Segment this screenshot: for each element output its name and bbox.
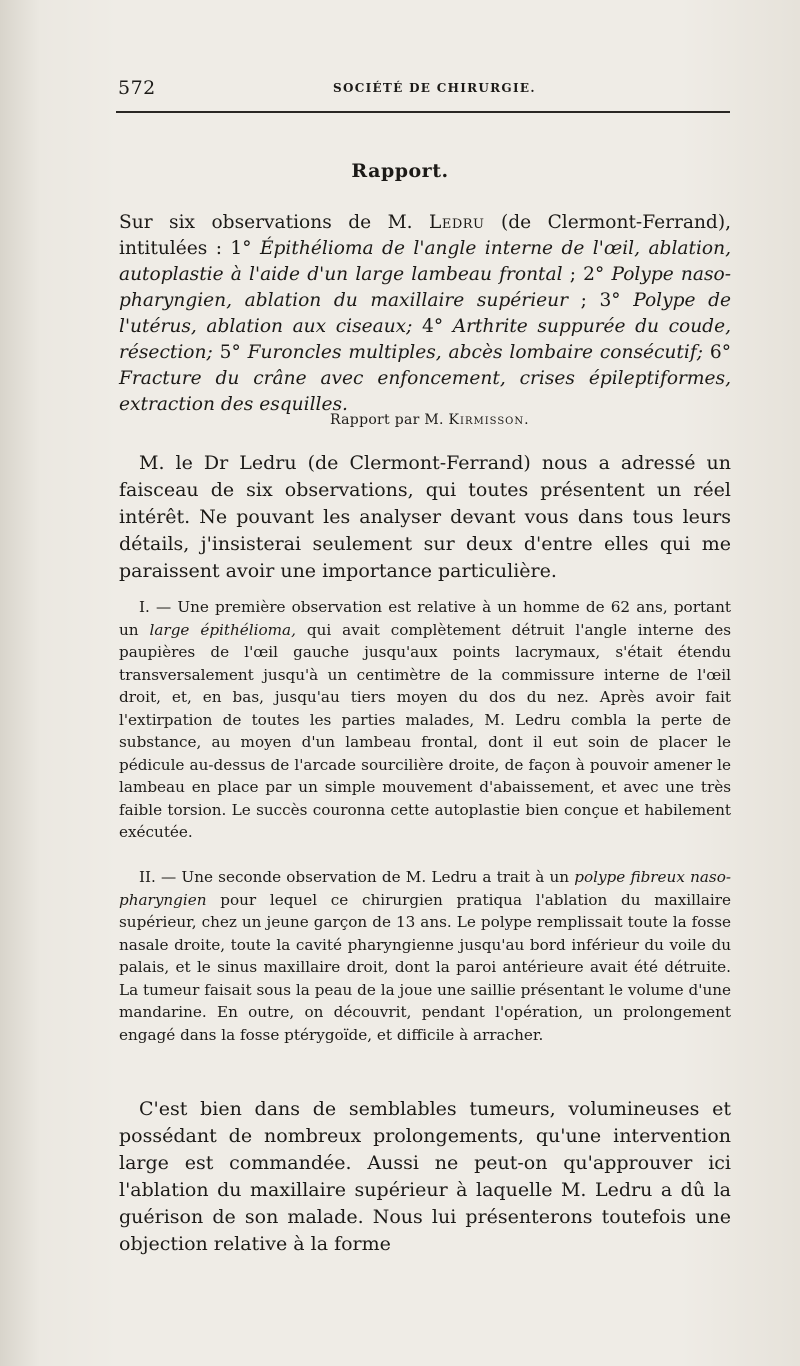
byline-name: Kirmisson. — [448, 412, 530, 428]
case-title: Polype de l'utérus, ablation aux ciseaux; — [119, 290, 731, 337]
intro-text: 4° — [412, 316, 453, 337]
header-rule — [116, 111, 730, 113]
paragraph-text-start: II. — Une seconde observation de M. Ledru a trait à un — [139, 868, 575, 886]
case-title: Furoncles multiples, abcès lombaire consécutif; — [247, 342, 703, 363]
section-title: Rapport. — [351, 160, 449, 182]
paragraph-text-end: pour lequel ce chirurgien pratiqua l'ablation du maxillaire supérieur, chez un jeune garçon de 13 ans. Le polype remplissait toute la fosse nasale droite, toute la cavité pharyngienne jusqu'au bord inférieur du voile du palais, et le sinus maxillaire droit, dont la paroi antérieure avait été détruite. La tumeur faisait sous la peau de la joue une saillie présentant le volume d'une mandarine. En outre, on découvrit, pendant l'opération, un prolongement engagé dans la fosse ptérygoïde, et difficile à arracher. — [119, 890, 731, 1044]
paragraph-text: C'est bien dans de semblables tumeurs, volumineuses et possédant de nombreux prolongements, qu'une intervention large est commandée. Aussi ne peut-on qu'approuver ici l'ablation du maxillaire supérieur à laquelle M. Ledru a dû la guérison de son malade. Nous lui présenterons toutefois une objection relative à la forme — [119, 1098, 731, 1255]
paragraph-text: M. le Dr Ledru (de Clermont-Ferrand) nous a adressé un faisceau de six observations, qui toutes présentent un réel intérêt. Ne pouvant les analyser devant vous dans tous leurs détails, j'insisterai seulement sur deux d'entre elles qui me paraissent avoir une importance particulière. — [119, 452, 731, 582]
case-title: Polype naso-pharyngien, ablation du maxillaire supérieur — [119, 264, 731, 311]
page-header — [118, 77, 730, 99]
byline — [330, 412, 530, 428]
intro-text: ; 3° — [568, 290, 634, 311]
intro-text: 6° — [702, 342, 731, 363]
paragraph-2 — [119, 596, 731, 844]
author-name: Ledru — [428, 212, 485, 233]
paragraph-text — [119, 596, 731, 844]
paragraph-4 — [119, 1096, 731, 1258]
paragraph-text-end: qui avait complètement détruit l'angle interne des paupières de l'œil gauche jusqu'aux points lacrymaux, s'était étendu transversalement jusqu'à un centimètre de la commissure interne de l'œil droit, et, en bas, jusqu'au tiers moyen du dos du nez. Après avoir fait l'extirpation de toutes les parties malades, M. Ledru combla la perte de substance, au moyen d'un lambeau frontal, dont il eut soin de placer le pédicule au-dessus de l'arcade sourcilière droite, de façon à pouvoir amener le lambeau en place par un simple mouvement d'abaissement, et avec une très faible torsion. Le succès couronna cette autoplastie bien conçue et habilement exécutée. — [119, 620, 732, 841]
intro-text: 5° — [212, 342, 248, 363]
paragraph-1 — [119, 450, 731, 585]
paragraph-text-start: I. — Une première observation est relative à un homme de 62 ans, portant un — [119, 598, 731, 639]
byline-prefix: Rapport par M. — [330, 412, 449, 428]
case-title: Arthrite suppurée du coude, résection; — [119, 316, 731, 363]
running-head: SOCIÉTÉ DE CHIRURGIE. — [333, 81, 536, 95]
case-title: Épithélioma de l'angle interne de l'œil, ablation, autoplastie à l'aide d'un large lambeau frontal — [119, 238, 731, 285]
paragraph-emphasis: polype fibreux naso-pharyngien — [119, 868, 731, 909]
intro-text: ; 2° — [562, 264, 612, 285]
intro-text: Sur six observations de M. — [119, 212, 429, 233]
case-title: Fracture du crâne avec enfoncement, crises épileptiformes, extraction des esquilles. — [119, 368, 731, 415]
report-subject — [119, 210, 731, 418]
paragraph-text — [119, 866, 731, 1046]
paragraph-emphasis: large épithélioma, — [149, 620, 296, 639]
page-number: 572 — [118, 77, 156, 99]
intro-text: (de Clermont-Ferrand), intitulées : 1° — [119, 212, 731, 259]
paragraph-3 — [119, 866, 731, 1046]
